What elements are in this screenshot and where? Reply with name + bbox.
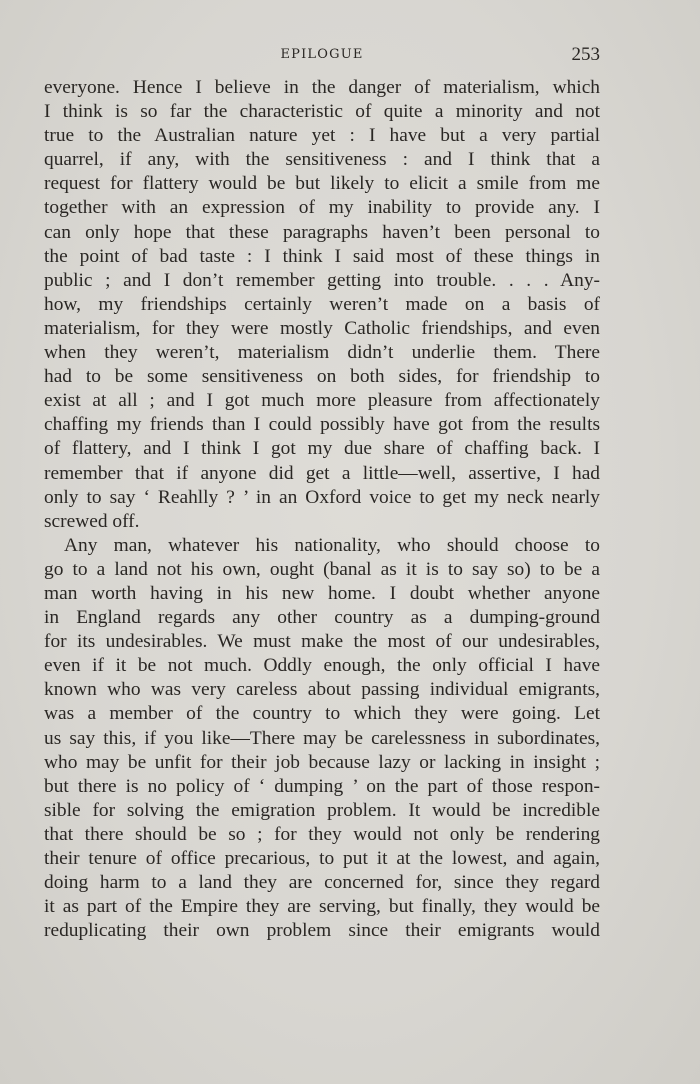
text-line: it as part of the Empire they are serving, but finally, they would be [44, 896, 600, 918]
text-line: everyone. Hence I believe in the danger of materialism, which [44, 77, 600, 98]
text-line: only to say ‘ Reahlly ? ’ in an Oxford voice to get my neck nearly [44, 486, 600, 508]
text-line: request for flattery would be but likely to elicit a smile from me [44, 173, 600, 195]
text-line: remember that if anyone did get a little—well, assertive, I had [44, 462, 600, 484]
text-line: that there should be so ; for they would not only be rendering [44, 823, 600, 845]
text-line: but there is no policy of ‘ dumping ’ on the part of those respon- [44, 775, 600, 797]
text-line: of flattery, and I think I got my due share of chaffing back. I [44, 438, 600, 460]
text-line: in England regards any other country as a dumping-ground [44, 607, 600, 629]
text-line: sible for solving the emigration problem. It would be incredible [44, 799, 600, 821]
paragraph-2 [44, 534, 600, 944]
paragraph-1 [44, 76, 600, 534]
text-line: screwed off. [44, 510, 140, 532]
text-line: how, my friendships certainly weren’t made on a basis of [44, 293, 600, 315]
text-line: Any man, whatever his nationality, who should choose to [64, 534, 600, 556]
text-line: known who was very careless about passing individual emigrants, [44, 679, 600, 701]
text-line: man worth having in his new home. I doubt whether anyone [44, 582, 600, 604]
text-line: go to a land not his own, ought (banal as it is to say so) to be a [44, 558, 600, 580]
text-line: was a member of the country to which they were going. Let [44, 703, 600, 725]
page-header [44, 44, 600, 68]
text-line: public ; and I don’t remember getting into trouble. . . . Any- [44, 269, 600, 291]
text-line: had to be some sensitiveness on both sides, for friendship to [44, 366, 600, 388]
text-line: true to the Australian nature yet : I have but a very partial [44, 125, 600, 147]
body-text [44, 76, 600, 943]
text-line: chaffing my friends than I could possibly have got from the results [44, 414, 600, 436]
text-line: the point of bad taste : I think I said most of these things in [44, 245, 600, 267]
text-line: their tenure of office precarious, to put it at the lowest, and again, [44, 848, 600, 869]
text-line: us say this, if you like—There may be carelessness in subordinates, [44, 727, 600, 749]
text-line: reduplicating their own problem since their emigrants would [44, 920, 600, 942]
text-line: quarrel, if any, with the sensitiveness : and I think that a [44, 149, 600, 171]
text-line: doing harm to a land they are concerned for, since they regard [44, 872, 600, 894]
text-line: can only hope that these paragraphs haven’t been personal to [44, 221, 600, 243]
page-number: 253 [571, 44, 600, 65]
text-line: materialism, for they were mostly Catholic friendships, and even [44, 317, 600, 339]
text-line: I think is so far the characteristic of quite a minority and not [44, 101, 600, 123]
running-head: EPILOGUE [280, 47, 364, 62]
text-line: who may be unfit for their job because lazy or lacking in insight ; [44, 751, 600, 773]
text-line: even if it be not much. Oddly enough, the only official I have [44, 655, 600, 677]
text-line: when they weren’t, materialism didn’t underlie them. There [44, 342, 600, 364]
text-line: together with an expression of my inability to provide any. I [44, 197, 600, 219]
text-line: for its undesirables. We must make the most of our undesirables, [44, 631, 600, 653]
text-line: exist at all ; and I got much more pleasure from affectionately [44, 390, 600, 412]
